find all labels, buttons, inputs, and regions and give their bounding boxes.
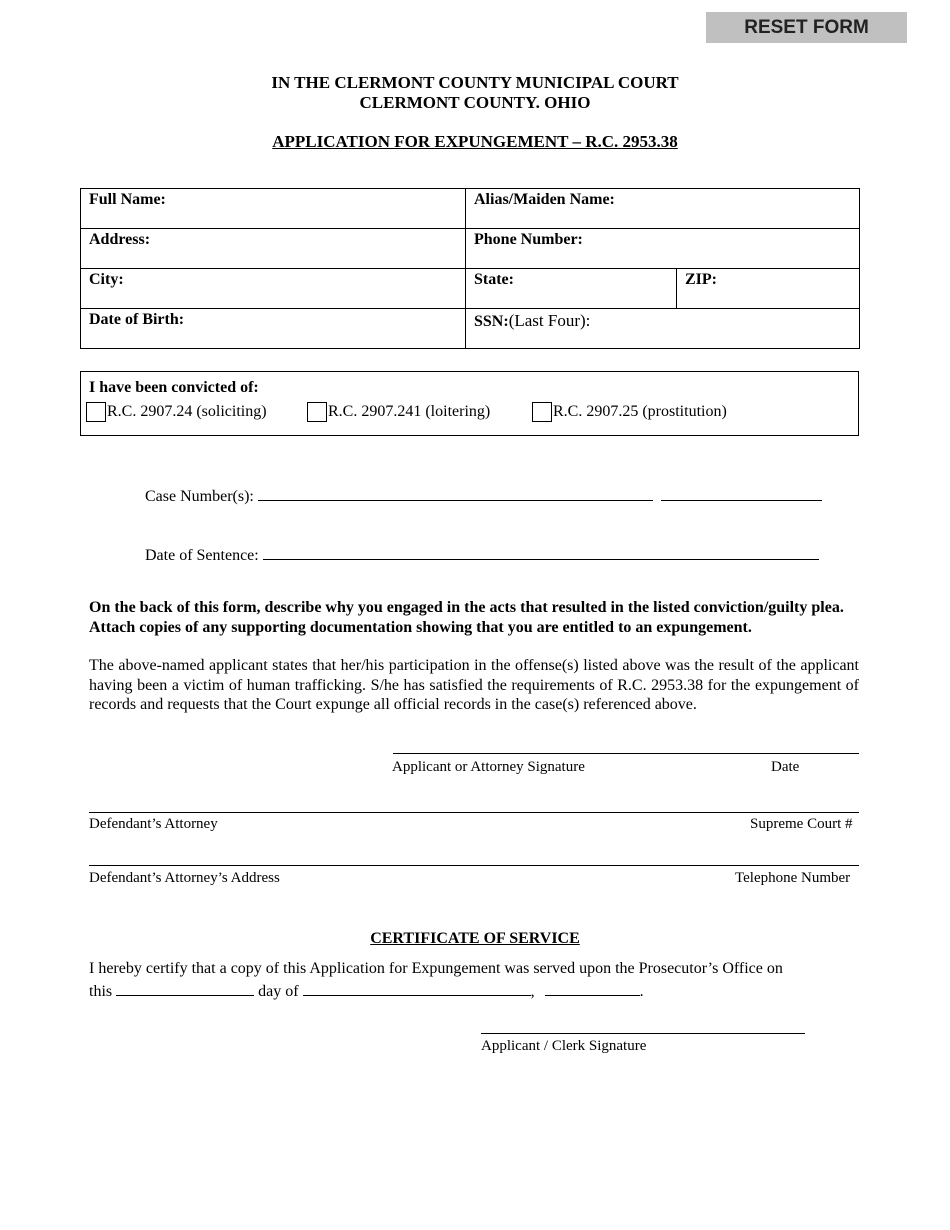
ssn-field[interactable] <box>466 309 860 349</box>
certificate-period: . <box>639 983 644 1000</box>
attorney-address-line[interactable] <box>89 865 859 866</box>
conviction-option-label: R.C. 2907.24 (soliciting) <box>107 403 267 420</box>
city-label: City: <box>89 271 124 288</box>
attorney-address-label: Defendant’s Attorney’s Address <box>89 870 280 886</box>
applicant-signature-label: Applicant or Attorney Signature <box>392 759 585 775</box>
supreme-court-label: Supreme Court # <box>750 816 853 832</box>
certificate-text-line1: I hereby certify that a copy of this Application for Expungement was served upon the Prosecutor’s Office on <box>89 960 783 977</box>
certificate-day-field[interactable] <box>116 981 254 996</box>
dob-label: Date of Birth: <box>89 311 185 328</box>
phone-label: Phone Number: <box>474 231 583 248</box>
conviction-option-loitering[interactable] <box>307 402 490 422</box>
full-name-field[interactable] <box>81 189 466 229</box>
applicant-statement: The above-named applicant states that her/his participation in the offense(s) listed above was the result of the applicant having been a victim of human trafficking. S/he has satisfied the requirements of R.C. 2953.38 for the expungement of records and requests that the Court expunge all official records in the case(s) referenced above. <box>89 657 859 713</box>
full-name-label: Full Name: <box>89 191 166 208</box>
certificate-comma: , <box>530 983 535 1000</box>
attorney-line[interactable] <box>89 812 859 813</box>
sentence-date-label: Date of Sentence: <box>145 547 259 564</box>
telephone-label: Telephone Number <box>735 870 851 886</box>
attorney-label: Defendant’s Attorney <box>89 816 218 832</box>
court-name: IN THE CLERMONT COUNTY MUNICIPAL COURT <box>271 73 679 92</box>
sentence-date-field[interactable] <box>263 545 819 560</box>
reset-form-button[interactable]: RESET FORM <box>706 12 907 43</box>
applicant-signature-line[interactable] <box>393 753 859 754</box>
ssn-label: SSN: <box>474 313 509 330</box>
zip-label: ZIP: <box>685 271 717 288</box>
certificate-year-field[interactable] <box>545 981 640 996</box>
clerk-signature-label: Applicant / Clerk Signature <box>481 1038 647 1054</box>
alias-label: Alias/Maiden Name: <box>474 191 615 208</box>
certificate-month-field[interactable] <box>303 981 531 996</box>
case-number-field-2[interactable] <box>661 486 822 501</box>
state-field[interactable] <box>466 269 677 309</box>
address-label: Address: <box>89 231 151 248</box>
phone-field[interactable] <box>466 229 860 269</box>
signature-date-label: Date <box>771 759 800 775</box>
certificate-title: CERTIFICATE OF SERVICE <box>370 930 580 947</box>
case-number-row <box>145 486 822 506</box>
sentence-date-row <box>145 545 819 565</box>
city-field[interactable] <box>81 269 466 309</box>
conviction-option-soliciting[interactable] <box>86 402 267 422</box>
case-number-field[interactable] <box>258 486 653 501</box>
zip-field[interactable] <box>677 269 860 309</box>
conviction-option-prostitution[interactable] <box>532 402 727 422</box>
conviction-section <box>80 371 859 436</box>
address-field[interactable] <box>81 229 466 269</box>
conviction-title: I have been convicted of: <box>89 379 259 396</box>
alias-field[interactable] <box>466 189 860 229</box>
state-label: State: <box>474 271 514 288</box>
checkbox-prostitution[interactable] <box>532 402 552 422</box>
applicant-info-table <box>80 188 860 349</box>
dob-field[interactable] <box>81 309 466 349</box>
certificate-day-of: day of <box>258 983 299 1000</box>
checkbox-soliciting[interactable] <box>86 402 106 422</box>
county-name: CLERMONT COUNTY. OHIO <box>359 93 591 112</box>
conviction-option-label: R.C. 2907.25 (prostitution) <box>553 403 727 420</box>
certificate-this: this <box>89 983 113 1000</box>
case-number-label: Case Number(s): <box>145 488 254 505</box>
clerk-signature-line[interactable] <box>481 1033 805 1034</box>
checkbox-loitering[interactable] <box>307 402 327 422</box>
certificate-text-line2 <box>89 981 644 1001</box>
conviction-option-label: R.C. 2907.241 (loitering) <box>328 403 491 420</box>
instructions-text: On the back of this form, describe why you engaged in the acts that resulted in the listed conviction/guilty plea. Attach copies of any supporting documentation showing that you are entitled to an expungement. <box>89 599 844 636</box>
ssn-last-four-label: (Last Four): <box>508 311 591 330</box>
form-title: APPLICATION FOR EXPUNGEMENT – R.C. 2953.38 <box>272 132 678 151</box>
